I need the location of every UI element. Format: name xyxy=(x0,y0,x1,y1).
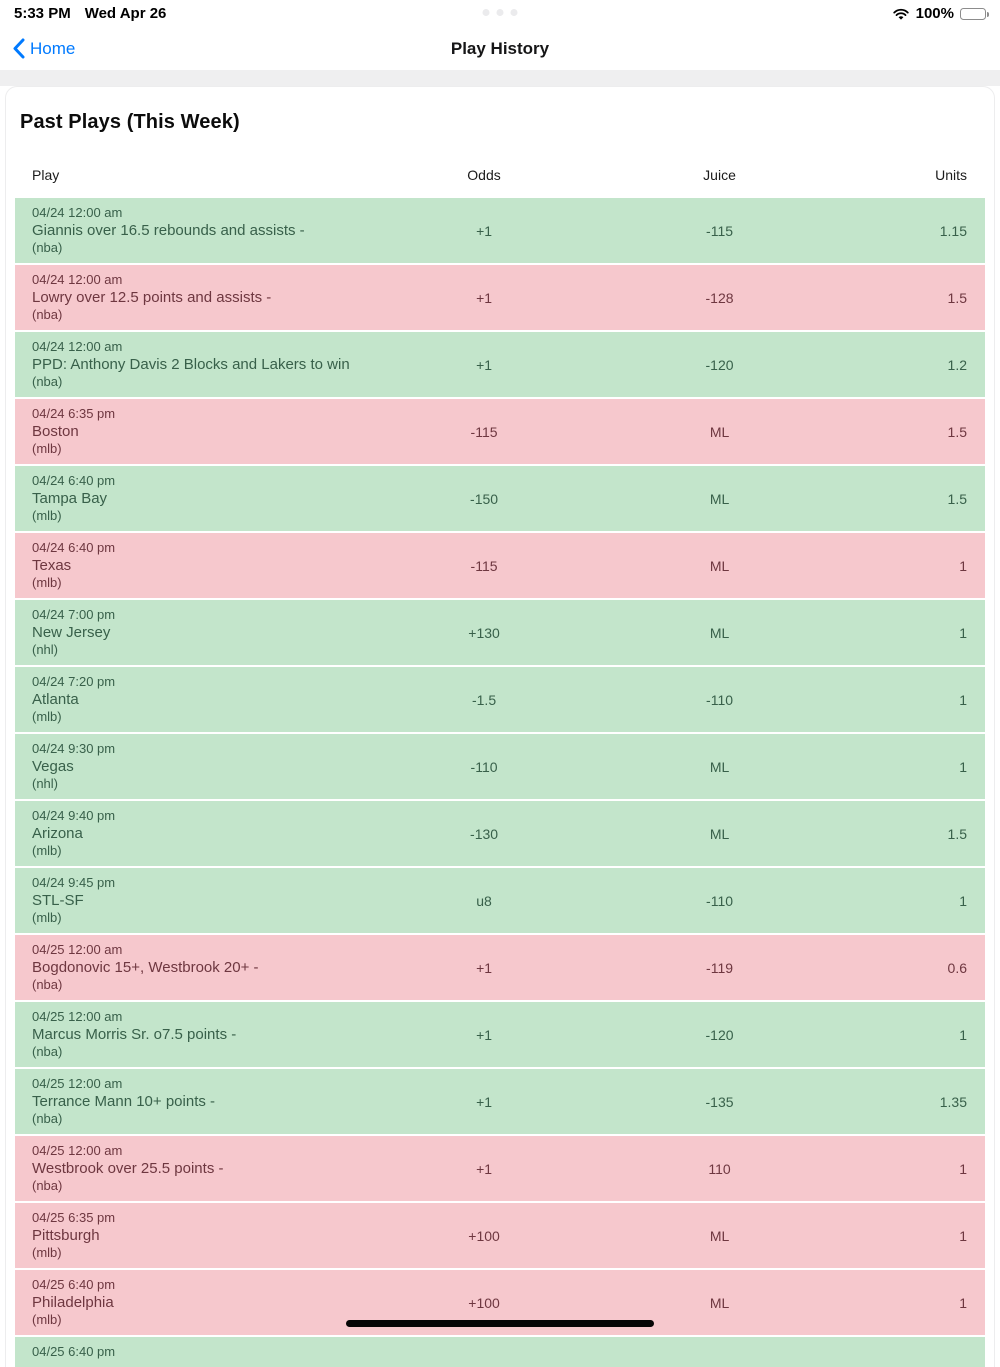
play-juice: -128 xyxy=(705,289,734,306)
play-date: 04/24 9:45 pm xyxy=(32,875,116,890)
play-league: (mlb) xyxy=(32,575,62,590)
play-juice: 110 xyxy=(708,1160,731,1177)
play-units: 1.35 xyxy=(939,1093,967,1110)
play-juice: ML xyxy=(709,758,730,775)
table-row xyxy=(15,868,985,933)
play-title: New Jersey xyxy=(32,624,111,641)
table-row xyxy=(15,533,985,598)
play-units: 1.15 xyxy=(939,222,967,239)
play-title: Giannis over 16.5 rebounds and assists - xyxy=(32,222,305,239)
play-title: Tampa Bay xyxy=(32,490,108,507)
play-odds: +1 xyxy=(476,1160,493,1177)
play-juice: ML xyxy=(709,1294,730,1311)
play-odds: +1 xyxy=(476,1093,493,1110)
play-league: (mlb) xyxy=(32,1312,62,1327)
play-title: Bogdonovic 15+, Westbrook 20+ - xyxy=(32,959,259,976)
status-bar xyxy=(0,0,1000,27)
play-juice: ML xyxy=(709,825,730,842)
play-units: 1 xyxy=(959,892,967,909)
table-row xyxy=(15,332,985,397)
play-league: (nba) xyxy=(32,240,63,255)
play-cell xyxy=(15,1203,404,1268)
play-units: 1 xyxy=(959,1227,967,1244)
table-row xyxy=(15,1069,985,1134)
multitask-dots-icon xyxy=(483,9,518,16)
play-juice: -110 xyxy=(706,691,734,708)
play-date: 04/24 7:00 pm xyxy=(32,607,116,622)
play-cell xyxy=(15,1002,404,1067)
play-odds: +1 xyxy=(476,289,493,306)
home-indicator[interactable] xyxy=(346,1320,654,1327)
col-header-juice: Juice xyxy=(703,167,736,183)
play-date: 04/25 12:00 am xyxy=(32,1009,123,1024)
play-date: 04/24 12:00 am xyxy=(32,272,123,287)
status-time: 5:33 PM xyxy=(14,5,71,22)
chevron-left-icon xyxy=(12,38,25,59)
play-odds: +1 xyxy=(476,222,493,239)
play-juice: -119 xyxy=(706,959,734,976)
play-title: Philadelphia xyxy=(32,1294,114,1311)
play-league: (mlb) xyxy=(32,709,62,724)
play-odds: u8 xyxy=(476,892,492,909)
play-date: 04/25 12:00 am xyxy=(32,942,123,957)
play-title: Pittsburgh xyxy=(32,1227,100,1244)
play-title: Boston xyxy=(32,423,79,440)
play-odds: -110 xyxy=(470,758,498,775)
play-title: Arizona xyxy=(32,825,83,842)
col-header-units: Units xyxy=(935,167,967,183)
back-button[interactable] xyxy=(12,38,75,59)
play-cell xyxy=(15,466,404,531)
play-title: Texas xyxy=(32,557,72,574)
section-divider xyxy=(0,70,1000,86)
play-juice: -115 xyxy=(706,222,734,239)
table-row xyxy=(15,399,985,464)
back-label: Home xyxy=(30,38,76,58)
table-row xyxy=(15,600,985,665)
nav-bar xyxy=(0,27,1000,70)
play-cell xyxy=(15,1337,404,1367)
play-cell xyxy=(15,265,404,330)
play-date: 04/24 9:30 pm xyxy=(32,741,116,756)
play-cell xyxy=(15,1069,404,1134)
table-row xyxy=(15,198,985,263)
play-league: (nhl) xyxy=(32,642,59,657)
play-cell xyxy=(15,600,404,665)
play-juice: ML xyxy=(709,557,730,574)
play-title: Westbrook over 25.5 points - xyxy=(32,1160,224,1177)
play-units: 1 xyxy=(959,1160,967,1177)
play-units: 1.5 xyxy=(947,490,967,507)
play-units: 1.5 xyxy=(947,825,967,842)
play-odds: -115 xyxy=(470,557,498,574)
play-date: 04/24 6:35 pm xyxy=(32,406,116,421)
play-date: 04/25 12:00 am xyxy=(32,1076,123,1091)
play-title: Marcus Morris Sr. o7.5 points - xyxy=(32,1026,237,1043)
play-juice: -110 xyxy=(706,892,734,909)
play-juice: ML xyxy=(709,1227,730,1244)
play-title: Lowry over 12.5 points and assists - xyxy=(32,289,272,306)
play-date: 04/24 9:40 pm xyxy=(32,808,116,823)
table-row xyxy=(15,734,985,799)
play-juice: -135 xyxy=(705,1093,734,1110)
play-league: (nba) xyxy=(32,374,63,389)
table-row xyxy=(15,1002,985,1067)
play-title: Vegas xyxy=(32,758,74,775)
play-odds: +1 xyxy=(476,959,493,976)
play-date: 04/24 12:00 am xyxy=(32,205,123,220)
play-date: 04/24 6:40 pm xyxy=(32,540,116,555)
play-league: (nba) xyxy=(32,977,63,992)
table-row xyxy=(15,265,985,330)
play-league: (nba) xyxy=(32,1178,63,1193)
play-juice: -120 xyxy=(705,356,734,373)
play-odds: -1.5 xyxy=(471,691,497,708)
play-odds: +1 xyxy=(476,1026,493,1043)
plays-table-body xyxy=(15,198,985,1367)
play-juice: -120 xyxy=(705,1026,734,1043)
play-date: 04/25 6:40 pm xyxy=(32,1277,116,1292)
play-league: (nba) xyxy=(32,1044,63,1059)
section-title: Past Plays (This Week) xyxy=(20,111,240,133)
play-cell xyxy=(15,332,404,397)
play-odds: +130 xyxy=(468,624,500,641)
play-odds: -115 xyxy=(470,423,498,440)
play-juice: ML xyxy=(709,423,730,440)
play-units: 1 xyxy=(959,1026,967,1043)
play-cell xyxy=(15,868,404,933)
play-date: 04/25 6:35 pm xyxy=(32,1210,116,1225)
wifi-icon xyxy=(892,7,910,21)
play-date: 04/24 7:20 pm xyxy=(32,674,116,689)
play-cell xyxy=(15,533,404,598)
table-row xyxy=(15,935,985,1000)
play-league: (nhl) xyxy=(32,776,59,791)
play-title: Atlanta xyxy=(32,691,79,708)
play-date: 04/24 6:40 pm xyxy=(32,473,116,488)
play-odds: -150 xyxy=(470,490,499,507)
table-row xyxy=(15,1337,985,1367)
play-league: (mlb) xyxy=(32,1245,62,1260)
play-league: (mlb) xyxy=(32,843,62,858)
page-title: Play History xyxy=(450,38,550,58)
play-league: (nba) xyxy=(32,1111,63,1126)
content-card xyxy=(5,86,995,1367)
table-row xyxy=(15,801,985,866)
play-league: (mlb) xyxy=(32,441,62,456)
battery-percent: 100% xyxy=(915,5,954,22)
play-juice: ML xyxy=(709,490,730,507)
col-header-odds: Odds xyxy=(467,167,501,183)
play-odds: -130 xyxy=(470,825,499,842)
status-date: Wed Apr 26 xyxy=(84,5,167,22)
table-row xyxy=(15,1136,985,1201)
play-date: 04/25 6:40 pm xyxy=(32,1344,116,1359)
play-odds: +1 xyxy=(476,356,493,373)
table-header xyxy=(15,167,985,183)
play-league: (mlb) xyxy=(32,910,62,925)
play-cell xyxy=(15,1136,404,1201)
battery-icon xyxy=(960,8,986,20)
play-cell xyxy=(15,198,404,263)
play-odds: +100 xyxy=(468,1227,500,1244)
play-cell xyxy=(15,399,404,464)
play-units: 1.5 xyxy=(947,423,967,440)
table-row xyxy=(15,1203,985,1268)
table-row xyxy=(15,466,985,531)
play-units: 1 xyxy=(959,557,967,574)
play-units: 1 xyxy=(959,624,967,641)
col-header-play: Play xyxy=(32,167,60,183)
play-units: 0.6 xyxy=(947,959,967,976)
play-title: Terrance Mann 10+ points - xyxy=(32,1093,216,1110)
play-juice: ML xyxy=(709,624,730,641)
play-units: 1 xyxy=(959,1294,967,1311)
play-units: 1 xyxy=(959,758,967,775)
play-odds: +100 xyxy=(468,1294,500,1311)
play-units: 1.5 xyxy=(947,289,967,306)
play-cell xyxy=(15,734,404,799)
play-title: STL-SF xyxy=(32,892,84,909)
table-row xyxy=(15,667,985,732)
play-date: 04/25 12:00 am xyxy=(32,1143,123,1158)
play-cell xyxy=(15,801,404,866)
play-cell xyxy=(15,935,404,1000)
play-league: (nba) xyxy=(32,307,63,322)
play-units: 1 xyxy=(959,691,967,708)
play-units: 1.2 xyxy=(947,356,967,373)
play-date: 04/24 12:00 am xyxy=(32,339,123,354)
play-title: PPD: Anthony Davis 2 Blocks and Lakers to win xyxy=(32,356,350,373)
play-cell xyxy=(15,667,404,732)
play-league: (mlb) xyxy=(32,508,62,523)
